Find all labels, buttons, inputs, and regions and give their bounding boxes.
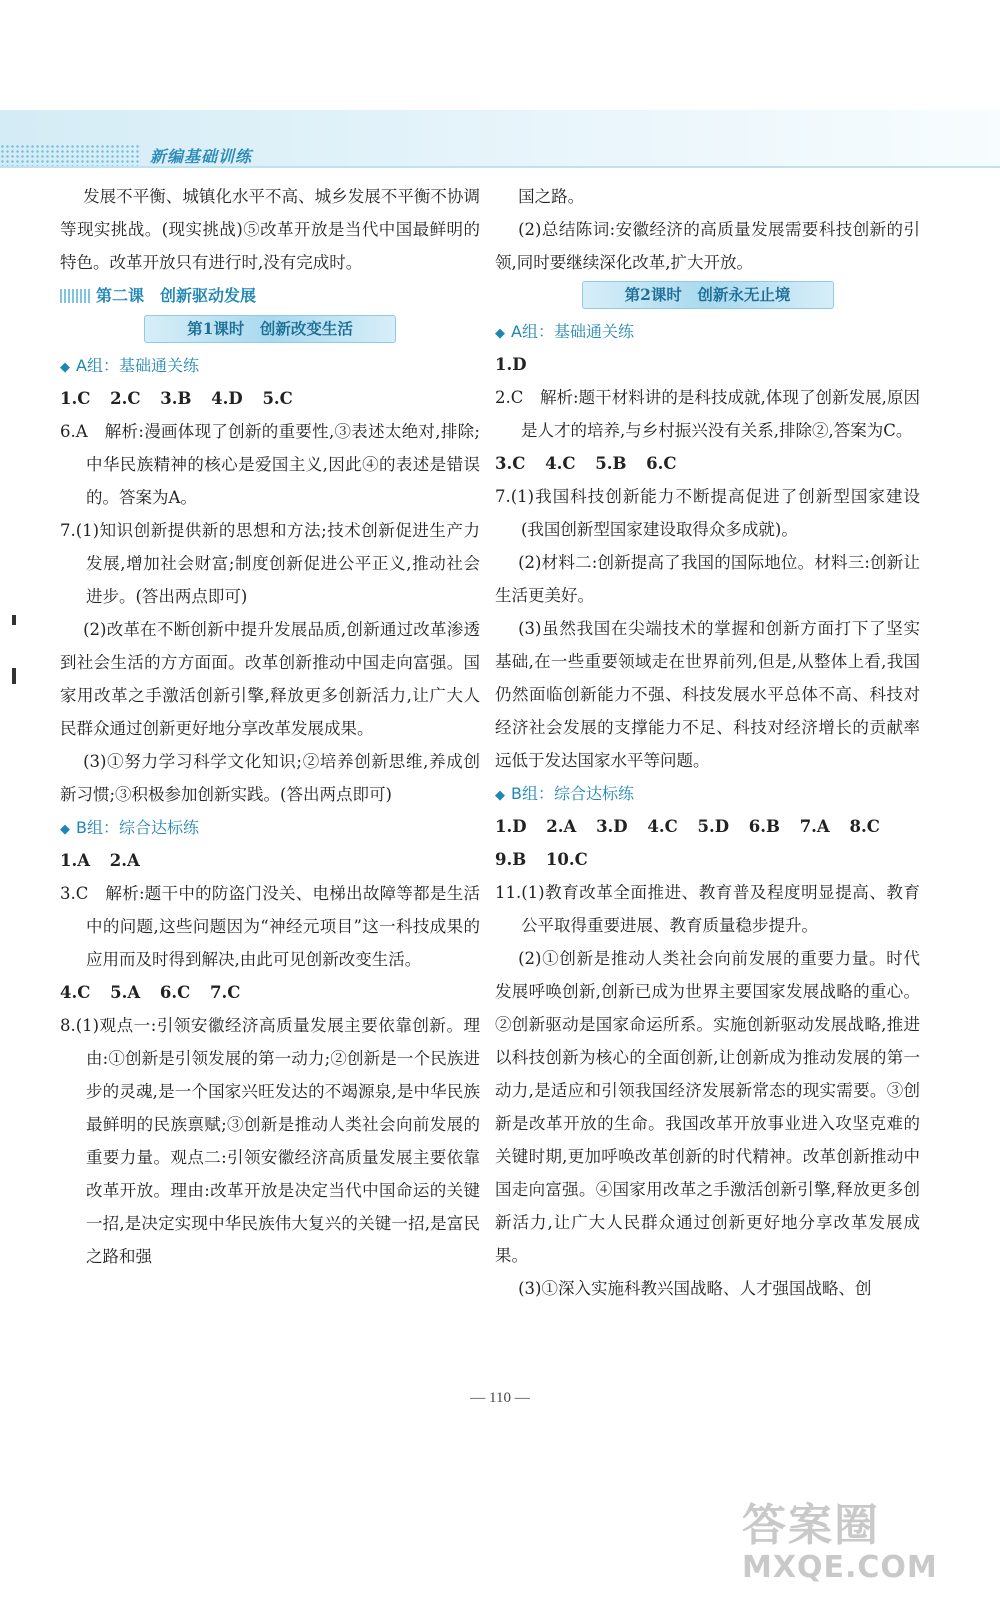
- diamond-icon: ◆: [495, 788, 505, 803]
- answer-item: 8.(1)观点一:引领安徽经济高质量发展主要依靠创新。理由:①创新是引领发展的第一动力;②创新是一个民族进步的灵魂,是一个国家兴旺发达的不竭源泉,是中华民族最鲜明的民族禀赋;③创新是推动人类社会向前发展的重要力量。观点二:引领安徽经济高质量发展主要依靠改革开放。理由:改革开放是决定当代中国命运的关键一招,是决定实现中华民族伟大复兴的关键一招,是富民之路和强: [60, 1016, 480, 1266]
- answer-item: (2)材料二:创新提高了我国的国际地位。材料三:创新让生活更美好。: [495, 553, 920, 605]
- left-column: [60, 180, 480, 1273]
- watermark-text: 答案圈: [742, 1500, 880, 1551]
- watermark-url: MXQE.COM: [742, 1550, 938, 1585]
- answer-row: 1.D 2.A 3.D 4.C 5.D 6.B 7.A 8.C: [495, 817, 880, 836]
- answer-item: (3)①努力学习科学文化知识;②培养创新思维,养成创新习惯;③积极参加创新实践。(答出两点即可): [60, 752, 480, 804]
- answer-row: 1.A 2.A: [60, 851, 140, 870]
- answer-row: 4.C 5.A 6.C 7.C: [60, 983, 241, 1002]
- page-number: — 110 —: [470, 1390, 530, 1406]
- answer-item: (2)改革在不断创新中提升发展品质,创新通过改革渗透到社会生活的方方面面。改革创新推动中国走向富强。国家用改革之手激活创新引擎,释放更多创新活力,让广大人民群众通过创新更好地分享改革发展成果。: [60, 620, 480, 738]
- header-dots: [0, 144, 140, 166]
- answer-item: 1.D: [495, 355, 527, 374]
- watermark-logo: [742, 1500, 982, 1590]
- group-heading-b: ◆ B组：综合达标练: [495, 784, 634, 803]
- group-heading-b: ◆ B组：综合达标练: [60, 818, 199, 837]
- group-heading-a: ◆ A组：基础通关练: [495, 322, 634, 341]
- answer-item: 6.A 解析:漫画体现了创新的重要性,③表述太绝对,排除;中华民族精神的核心是爱国主义,因此④的表述是错误的。答案为A。: [60, 422, 480, 507]
- answer-item: (2)①创新是推动人类社会向前发展的重要力量。时代发展呼唤创新,创新已成为世界主要国家发展战略的重心。②创新驱动是国家命运所系。实施创新驱动发展战略,推进以科技创新为核心的全面创新,让创新成为推动发展的第一动力,是适应和引领我国经济发展新常态的现实需要。③创新是改革开放的生命。我国改革开放事业进入攻坚克难的关键时期,更加呼唤改革创新的时代精神。改革创新推动中国走向富强。④国家用改革之手激活创新引擎,释放更多创新活力,让广大人民群众通过创新更好地分享改革发展成果。: [495, 949, 920, 1265]
- section-banner: 第2课时 创新永无止境: [582, 281, 834, 309]
- paragraph: (2)总结陈词:安徽经济的高质量发展需要科技创新的引领,同时要继续深化改革,扩大开放。: [495, 220, 920, 272]
- group-heading-a: ◆ A组：基础通关练: [60, 356, 199, 375]
- diamond-icon: ◆: [60, 360, 70, 375]
- book-title: 新编基础训练: [150, 147, 253, 166]
- diamond-icon: ◆: [60, 822, 70, 837]
- paragraph: 发展不平衡、城镇化水平不高、城乡发展不平衡不协调等现实挑战。(现实挑战)⑤改革开放是当代中国最鲜明的特色。改革开放只有进行时,没有完成时。: [60, 187, 480, 272]
- answer-item: (3)①深入实施科教兴国战略、人才强国战略、创: [518, 1279, 872, 1298]
- answer-item: 7.(1)知识创新提供新的思想和方法;技术创新促进生产力发展,增加社会财富;制度创新促进公平正义,推动社会进步。(答出两点即可): [60, 521, 480, 606]
- answer-item: 11.(1)教育改革全面推进、教育普及程度明显提高、教育公平取得重要进展、教育质量稳步提升。: [495, 883, 920, 935]
- right-column: [495, 180, 920, 1305]
- answer-row: 3.C 4.C 5.B 6.C: [495, 454, 677, 473]
- binder-mark: [12, 615, 16, 625]
- answer-item: (3)虽然我国在尖端技术的掌握和创新方面打下了坚实基础,在一些重要领域走在世界前列,但是,从整体上看,我国仍然面临创新能力不强、科技发展水平总体不高、科技对经济社会发展的支撑能力不足、科技对经济增长的贡献率远低于发达国家水平等问题。: [495, 619, 920, 770]
- answer-item: 2.C 解析:题干材料讲的是科技成就,体现了创新发展,原因是人才的培养,与乡村振兴没有关系,排除②,答案为C。: [495, 388, 920, 440]
- answer-item: 3.C 解析:题干中的防盗门没关、电梯出故障等都是生活中的问题,这些问题因为“神经元项目”这一科技成果的应用而及时得到解决,由此可见创新改变生活。: [60, 884, 480, 969]
- answer-row: 9.B 10.C: [495, 850, 588, 869]
- answer-row: 1.C 2.C 3.B 4.D 5.C: [60, 389, 293, 408]
- paragraph: 国之路。: [518, 187, 585, 206]
- header-rule: [0, 166, 1000, 168]
- section-banner: 第1课时 创新改变生活: [144, 315, 396, 343]
- lesson-heading: [60, 281, 480, 311]
- answer-item: 7.(1)我国科技创新能力不断提高促进了创新型国家建设(我国创新型国家建设取得众多成就)。: [495, 487, 920, 539]
- lesson-title: 第二课 创新驱动发展: [96, 286, 257, 305]
- diamond-icon: ◆: [495, 326, 505, 341]
- lesson-bar-icon: [60, 289, 92, 303]
- binder-mark: [12, 668, 16, 684]
